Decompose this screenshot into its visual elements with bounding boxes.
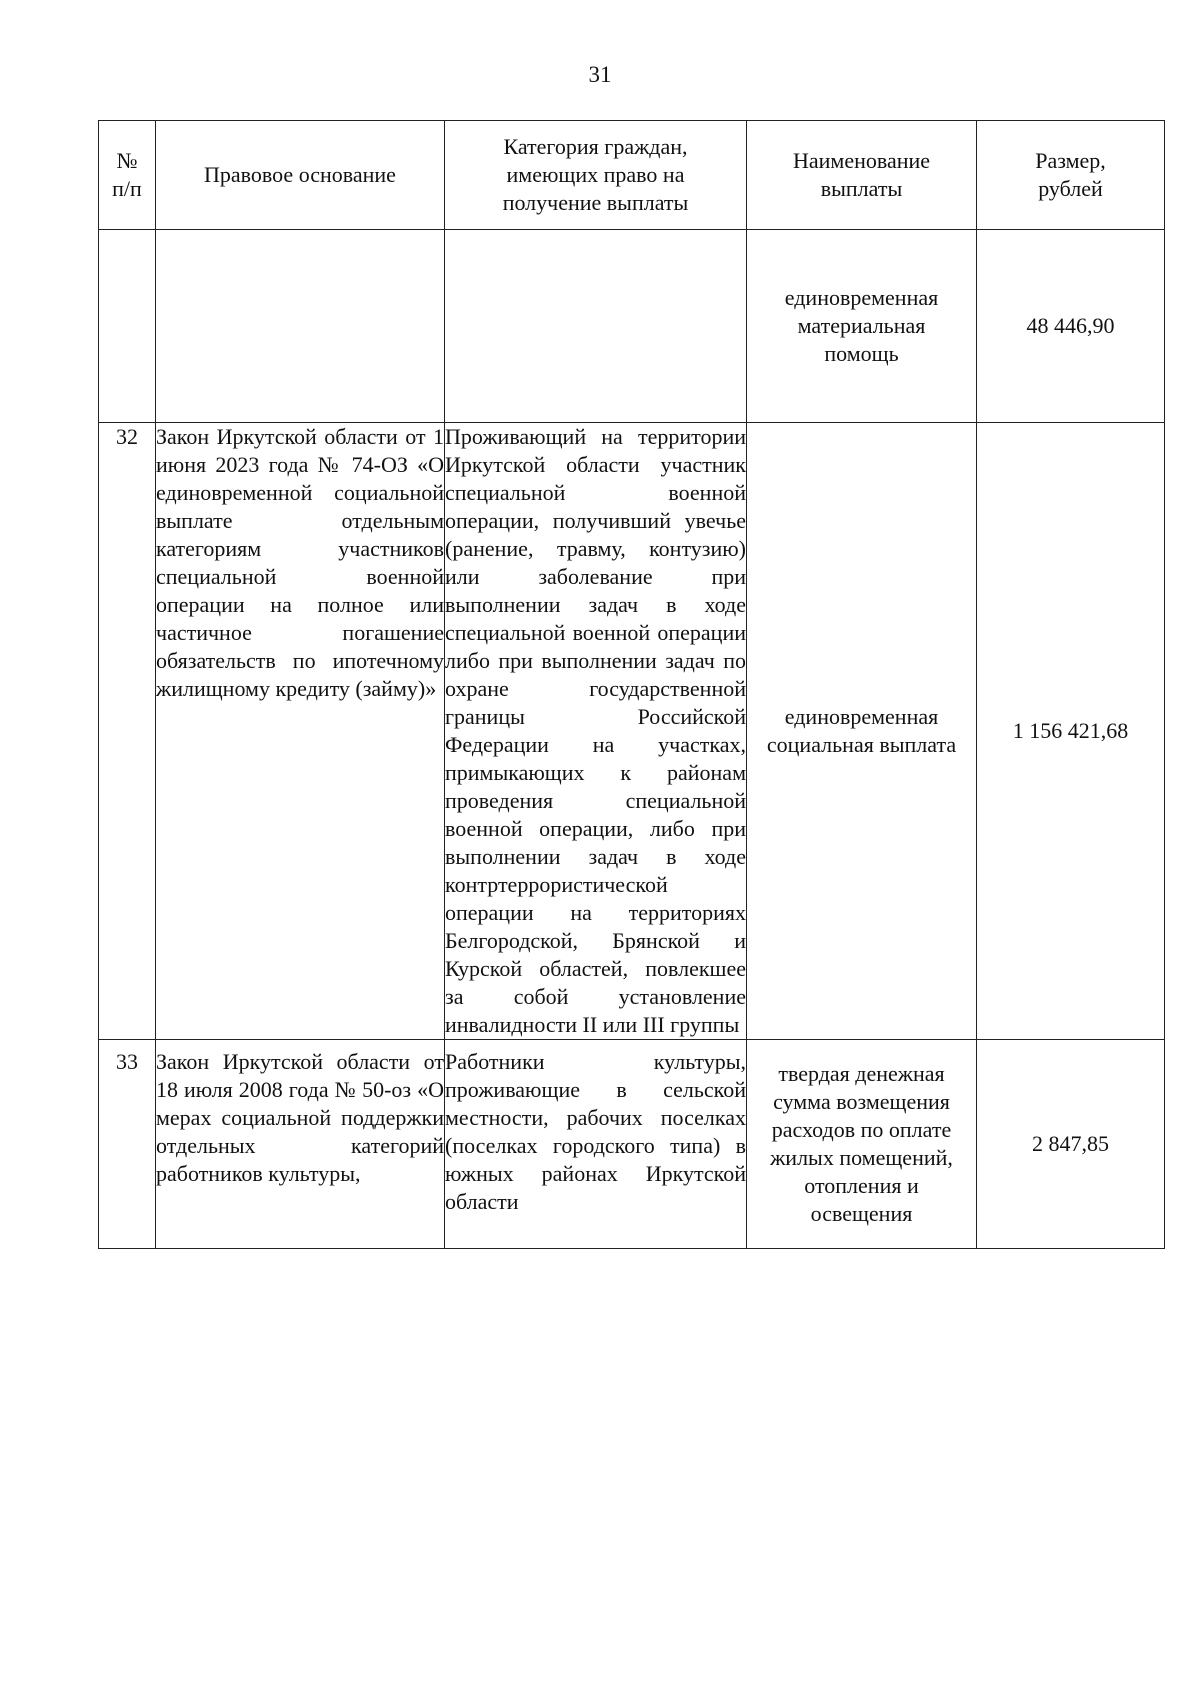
header-category-label: Категория граждан, имеющих право на получение выплаты bbox=[502, 134, 689, 215]
header-name bbox=[747, 121, 977, 230]
header-num bbox=[99, 121, 156, 230]
table-row bbox=[99, 1040, 1165, 1249]
table-row bbox=[99, 423, 1165, 1040]
category-text: Работники культуры, проживающие в сельской местности, рабочих поселках (поселках городского типа) в южных районах Иркутской области bbox=[445, 1049, 746, 1214]
cell-amount bbox=[977, 423, 1165, 1040]
cell-basis bbox=[156, 423, 445, 1040]
category-text: Проживающий на территории Иркутской области участник специальной военной операции, получивший увечье (ранение, травму, контузию) или заболевание при выполнении задач в ходе специальной военной операции либо при выполнении задач по охране государственной границы Российской Федерации на участках, примыкающих к районам проведения специальной военной операции, либо при выполнении задач в ходе контртеррористической операции на территориях Белгородской, Брянской и Курской областей, повлекшее за собой установление инвалидности II или III группы bbox=[445, 424, 746, 1037]
cell-category bbox=[445, 1040, 747, 1249]
cell-amount bbox=[977, 230, 1165, 423]
cell-name bbox=[747, 423, 977, 1040]
page-number: 31 bbox=[588, 62, 612, 87]
payment-amount: 1 156 421,68 bbox=[1012, 718, 1129, 743]
payments-table bbox=[98, 120, 1165, 1249]
cell-basis bbox=[156, 230, 445, 423]
cell-category bbox=[445, 230, 747, 423]
payment-name: единовременная социальная выплата bbox=[766, 704, 957, 757]
cell-name bbox=[747, 1040, 977, 1249]
payment-name: твердая денежная сумма возмещения расходов по оплате жилых помещений, отопления и освещения bbox=[770, 1061, 953, 1226]
cell-num bbox=[99, 230, 156, 423]
payment-amount: 48 446,90 bbox=[1026, 313, 1115, 338]
cell-basis bbox=[156, 1040, 445, 1249]
header-name-label: Наименование выплаты bbox=[792, 148, 931, 201]
header-category bbox=[445, 121, 747, 230]
header-num-label: № п/п bbox=[112, 148, 142, 201]
payment-name: единовременная материальная помощь bbox=[784, 285, 939, 366]
header-basis bbox=[156, 121, 445, 230]
table-row bbox=[99, 230, 1165, 423]
header-amount bbox=[977, 121, 1165, 230]
cell-name bbox=[747, 230, 977, 423]
header-amount-label: Размер, рублей bbox=[1035, 148, 1106, 201]
legal-basis-text: Закон Иркутской области от 18 июля 2008 года № 50-оз «О мерах социальной поддержки отдельных категорий работников культуры, bbox=[156, 1049, 444, 1186]
cell-num: 32 bbox=[99, 423, 156, 1040]
table-header-row bbox=[99, 121, 1165, 230]
cell-amount bbox=[977, 1040, 1165, 1249]
legal-basis-text: Закон Иркутской области от 1 июня 2023 года № 74-ОЗ «О единовременной социальной выплате отдельным категориям участников специальной военной операции на полное или частичное погашение обязательств по ипотечному жилищному кредиту (займу)» bbox=[156, 424, 444, 701]
payment-amount: 2 847,85 bbox=[1032, 1131, 1109, 1156]
cell-num: 33 bbox=[99, 1040, 156, 1249]
cell-category bbox=[445, 423, 747, 1040]
header-basis-label: Правовое основание bbox=[204, 162, 396, 187]
